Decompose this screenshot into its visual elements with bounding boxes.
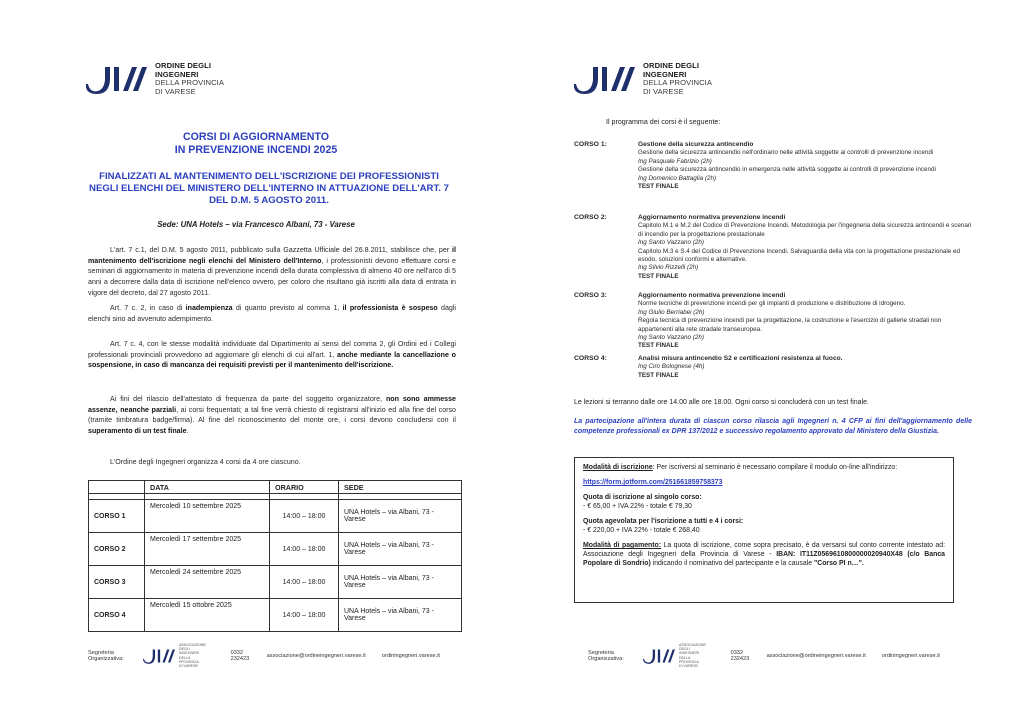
logo-line1: ORDINE DEGLI bbox=[155, 61, 212, 70]
payment-text-b: indicando il nominativo del partecipante e la causale bbox=[650, 560, 814, 567]
course-instructor: Ing Domenico Battaglia (2h) bbox=[638, 174, 717, 182]
registration-box bbox=[574, 457, 954, 603]
fee-single bbox=[583, 493, 945, 511]
registration-form-link[interactable]: https://form.jotform.com/251661859758373 bbox=[583, 479, 723, 486]
course-block-2 bbox=[574, 214, 974, 281]
footer-label: Segreteria Organizzativa: bbox=[588, 649, 624, 662]
course-time: 14:00 – 18:00 bbox=[270, 566, 339, 599]
paragraph-attestato bbox=[88, 394, 456, 437]
p2-text-bold-1: inadempienza bbox=[185, 304, 233, 312]
course-venue: UNA Hotels – via Albani, 73 - Varese bbox=[339, 533, 462, 566]
fee-bundle-value: - € 220,00 + IVA 22% - totale € 268,40 bbox=[583, 527, 700, 534]
course-body bbox=[638, 292, 974, 351]
p2-text-c: di quanto previsto al comma 1, bbox=[232, 304, 343, 312]
title-line1: CORSI DI AGGIORNAMENTO bbox=[183, 131, 329, 143]
paragraph-art7-c4 bbox=[88, 339, 456, 371]
footer-left bbox=[88, 643, 456, 668]
assoc-line3: DELLA PROVINCIA bbox=[678, 655, 699, 664]
logo-line2: INGEGNERI bbox=[643, 69, 687, 79]
footer-label: Segreteria Organizzativa: bbox=[88, 649, 124, 662]
p1-text-bold: il mantenimento dell'iscrizione negli elenchi del Ministero dell'Interno bbox=[88, 246, 456, 265]
ordine-logo-text bbox=[643, 62, 712, 96]
course-lesson: Gestione della sicurezza antincendio nell'ordinario nelle attività soggette ai controlli di prevenzione incendi bbox=[638, 149, 934, 157]
course-test: TEST FINALE bbox=[638, 371, 679, 379]
footer-phone: 0332 232423 bbox=[730, 649, 750, 662]
p5-text: L'Ordine degli Ingegneri organizza 4 corsi da 4 ore ciascuno. bbox=[110, 458, 301, 466]
course-label: CORSO 3: bbox=[574, 292, 607, 299]
assoc-line3: DELLA PROVINCIA bbox=[178, 655, 199, 664]
table-header-row bbox=[89, 481, 462, 494]
course-title: Aggiornamento normativa prevenzione incendi bbox=[638, 214, 786, 221]
table-row bbox=[89, 533, 462, 566]
association-logo bbox=[643, 643, 709, 668]
p4-text-c: , ai corsi frequentati; a tal fine verrà chiesto di registrarsi all'inizio ed alla fine del corso (tramite timbratura badge/firma). Al fine del riconoscimento del monte ore, i corsi devono concludersi con il bbox=[88, 405, 456, 425]
p2-text-e: dagli elenchi sino ad avvenuto adempimento. bbox=[88, 304, 456, 323]
assoc-line4: DI VARESE bbox=[178, 664, 198, 669]
association-logo bbox=[143, 643, 209, 668]
course-title: Aggiornamento normativa prevenzione incendi bbox=[638, 292, 786, 299]
course-instructor: Ing Ciro Bolognese (4h) bbox=[638, 363, 705, 371]
p2-text-bold-2: il professionista è sospeso bbox=[342, 304, 438, 312]
assoc-line2: DEGLI INGEGNERI bbox=[178, 647, 200, 656]
association-logo-text bbox=[679, 643, 709, 668]
fee-bundle-label: Quota agevolata per l'iscrizione a tutti e 4 i corsi: bbox=[583, 518, 744, 525]
ordine-logo bbox=[86, 62, 224, 96]
course-venue: UNA Hotels – via Albani, 73 - Varese bbox=[339, 500, 462, 533]
table-row bbox=[89, 599, 462, 632]
payment-method bbox=[583, 541, 945, 568]
course-test: TEST FINALE bbox=[638, 272, 679, 280]
payment-text-a: La quota di iscrizione, come sopra precisato, è da versarsi sul conto corrente intestato ad: Associazione degli Ingegneri della Provincia di Varese - bbox=[583, 542, 945, 558]
fee-single-value: - € 65,00 + IVA 22% - totale € 79,30 bbox=[583, 503, 692, 510]
course-title: Analisi misura antincendio S2 e certificazioni resistenza al fuoco. bbox=[638, 355, 843, 362]
payment-iban: IBAN: IT11Z0569610800000020940X48 (c/o Banca Popolare di Sondrio) bbox=[583, 551, 945, 567]
table-header-sede: SEDE bbox=[339, 481, 462, 494]
logo-line4: DI VARESE bbox=[155, 86, 196, 96]
footer-email-link[interactable]: associazione@ordineingegneri.varese.it bbox=[766, 652, 866, 659]
program-intro: Il programma dei corsi è il seguente: bbox=[606, 118, 721, 126]
paragraph-corsi-intro bbox=[88, 457, 456, 468]
course-name: CORSO 4 bbox=[89, 599, 145, 632]
table-row bbox=[89, 500, 462, 533]
logo-line3: DELLA PROVINCIA bbox=[643, 78, 713, 88]
course-block-3 bbox=[574, 292, 974, 351]
course-time: 14:00 – 18:00 bbox=[270, 500, 339, 533]
document-subtitle: FINALIZZATI AL MANTENIMENTO DELL'ISCRIZIONE DEI PROFESSIONISTI NEGLI ELENCHI DEL MINISTERO DELL'INTERNO IN ATTUAZIONE DELL'ART. 7 DEL D.M. 5 AGOSTO 2011. bbox=[89, 171, 449, 206]
p4-text-bold-2: superamento di un test finale bbox=[88, 427, 187, 436]
document-title bbox=[0, 131, 512, 156]
assoc-line2: DEGLI INGEGNERI bbox=[678, 647, 700, 656]
course-date: Mercoledì 10 settembre 2025 bbox=[145, 500, 270, 533]
course-instructor: Ing Silvio Rizzelli (2h) bbox=[638, 264, 699, 272]
cfp-note: La partecipazione all'intera durata di ciascun corso rilascia agli Ingegneri n. 4 CFP ai fini dell'aggiornamento delle competenze professionali ex DPR 137/2012 e successivo regolamento approvato dal Ministero della Giustizia. bbox=[574, 418, 972, 435]
p4-text-bold-1: non sono ammesse assenze, neanche parziali bbox=[88, 395, 456, 414]
logo-line2: INGEGNERI bbox=[155, 69, 199, 79]
p3-text-bold: anche mediante la cancellazione o sospensione, in caso di mancanza dei requisiti previsti per il mantenimento dell'iscrizione. bbox=[88, 350, 456, 370]
course-lesson: Capitolo M.3 e S.4 del Codice di Prevenzione Incendi. Salvaguardia della vita con la progettazione prestazionale ed esodo, soluzioni conformi e alternative. bbox=[638, 247, 961, 264]
p1-text-c: , i professionisti devono effettuare corsi e seminari di aggiornamento in materia di prevenzione incendi della durata complessiva di almeno 40 ore nell'arco di 5 anni a decorrere dalla data di iscrizione nell'elenco ovvero, per coloro che risultano già iscritti alla data di entrata in vigore del decreto, dal 27 agosto 2011. bbox=[88, 256, 456, 297]
course-label: CORSO 4: bbox=[574, 355, 607, 362]
page-right bbox=[512, 0, 1024, 724]
ordine-logo-text bbox=[155, 62, 224, 96]
venue-line: Sede: UNA Hotels – via Francesco Albani, 73 - Varese bbox=[157, 220, 355, 229]
registration-label: Modalità di iscrizione bbox=[583, 464, 653, 471]
course-name: CORSO 2 bbox=[89, 533, 145, 566]
footer-phone: 0332 232423 bbox=[230, 649, 250, 662]
course-lesson: Gestione della sicurezza antincendio in emergenza nelle attività soggette ai controlli di prevenzione incendi bbox=[638, 166, 936, 174]
logo-line4: DI VARESE bbox=[643, 86, 684, 96]
footer-site-link[interactable]: ordiningegneri.varese.it bbox=[381, 652, 440, 659]
association-logo-mark-icon bbox=[143, 648, 176, 664]
course-label: CORSO 1: bbox=[574, 141, 607, 148]
p4-text-e: . bbox=[186, 427, 189, 436]
course-body bbox=[638, 355, 974, 380]
payment-label: Modalità di pagamento: bbox=[583, 542, 662, 549]
paragraph-art7-c2 bbox=[88, 303, 456, 324]
course-schedule-table bbox=[88, 480, 462, 632]
logo-line1: ORDINE DEGLI bbox=[643, 61, 700, 70]
course-lesson: Capitolo M.1 e M.2 del Codice di Prevenzione Incendi. Metodologia per l'ingegneria della sicurezza antincendi e scenari di incendio per la progettazione prestazionale bbox=[638, 222, 972, 238]
course-label: CORSO 2: bbox=[574, 214, 607, 221]
footer-site-link[interactable]: ordiningegneri.varese.it bbox=[881, 652, 940, 659]
p3-text-a: Art. 7 c. 4, con le stesse modalità individuate dal Dipartimento ai sensi del comma 2, gli Ordini ed i Collegi professionali provinciali provvedono ad aggiornare gli elenchi di cui all'art. 1, bbox=[88, 340, 456, 359]
logo-line3: DELLA PROVINCIA bbox=[155, 78, 225, 88]
course-lesson: Regola tecnica di prevenzione incendi per la progettazione, la costruzione e l'esercizio di gallerie stradali non appartenenti alla rete stradale transeuropea. bbox=[638, 317, 942, 333]
course-test: TEST FINALE bbox=[638, 342, 679, 350]
course-time: 14:00 – 18:00 bbox=[270, 533, 339, 566]
title-line2: IN PREVENZIONE INCENDI 2025 bbox=[174, 143, 338, 156]
course-instructor: Ing Santo Vazzano (2h) bbox=[638, 239, 704, 247]
ordine-logo-mark-icon bbox=[86, 64, 148, 94]
course-date: Mercoledì 15 ottobre 2025 bbox=[145, 599, 270, 632]
registration-text: : Per iscriversi al seminario è necessario compilare il modulo on-line all'indirizzo: bbox=[652, 464, 898, 471]
course-lesson: Norme tecniche di prevenzione incendi per gli impianti di produzione e distribuzione di idrogeno. bbox=[638, 300, 906, 308]
footer-email-link[interactable]: associazione@ordineingegneri.varese.it bbox=[266, 652, 366, 659]
course-instructor: Ing Santo Vazzano (2h) bbox=[638, 334, 704, 342]
table-row bbox=[89, 566, 462, 599]
table-header-orario: ORARIO bbox=[270, 481, 339, 494]
course-time: 14:00 – 18:00 bbox=[270, 599, 339, 632]
course-instructor: Ing Pasquale Fabrizio (2h) bbox=[638, 157, 712, 165]
paragraph-art7-c1 bbox=[88, 245, 456, 299]
ordine-logo-mark-icon bbox=[574, 64, 636, 94]
assoc-line1: ASSOCIAZIONE bbox=[178, 643, 206, 647]
association-logo-text bbox=[179, 643, 209, 668]
course-block-1 bbox=[574, 141, 974, 191]
lessons-schedule-note: Le lezioni si terranno dalle ore 14.00 alle ore 18.00. Ogni corso si concluderà con un test finale. bbox=[574, 399, 869, 406]
payment-causale: "Corso PI n…". bbox=[813, 560, 864, 567]
course-instructor: Ing Giulio Berriabei (2h) bbox=[638, 308, 705, 316]
course-date: Mercoledì 24 settembre 2025 bbox=[145, 566, 270, 599]
table-header-cell bbox=[89, 481, 145, 494]
assoc-line4: DI VARESE bbox=[678, 664, 698, 669]
assoc-line1: ASSOCIAZIONE bbox=[678, 643, 706, 647]
course-venue: UNA Hotels – via Albani, 73 - Varese bbox=[339, 566, 462, 599]
footer-right bbox=[588, 643, 956, 668]
fee-single-label: Quota di iscrizione al singolo corso: bbox=[583, 494, 702, 501]
course-test: TEST FINALE bbox=[638, 183, 679, 191]
course-block-4 bbox=[574, 355, 974, 380]
course-venue: UNA Hotels – via Albani, 73 - Varese bbox=[339, 599, 462, 632]
table-header-data: DATA bbox=[145, 481, 270, 494]
registration-method bbox=[583, 463, 945, 472]
course-body bbox=[638, 214, 974, 281]
p1-text-a: L'art. 7 c.1, del D.M. 5 agosto 2011, pubblicato sulla Gazzetta Ufficiale del 26.8.2011, stabilisce che, per bbox=[110, 246, 453, 254]
course-body bbox=[638, 141, 974, 191]
ordine-logo bbox=[574, 62, 712, 96]
course-name: CORSO 1 bbox=[89, 500, 145, 533]
p2-text-a: Art. 7 c. 2, in caso di bbox=[110, 304, 186, 312]
p4-text-a: Ai fini del rilascio dell'attestato di frequenza da parte del soggetto organizzatore, bbox=[110, 395, 386, 403]
course-title: Gestione della sicurezza antincendio bbox=[638, 141, 754, 148]
association-logo-mark-icon bbox=[643, 648, 676, 664]
fee-bundle bbox=[583, 517, 945, 535]
course-name: CORSO 3 bbox=[89, 566, 145, 599]
course-date: Mercoledì 17 settembre 2025 bbox=[145, 533, 270, 566]
